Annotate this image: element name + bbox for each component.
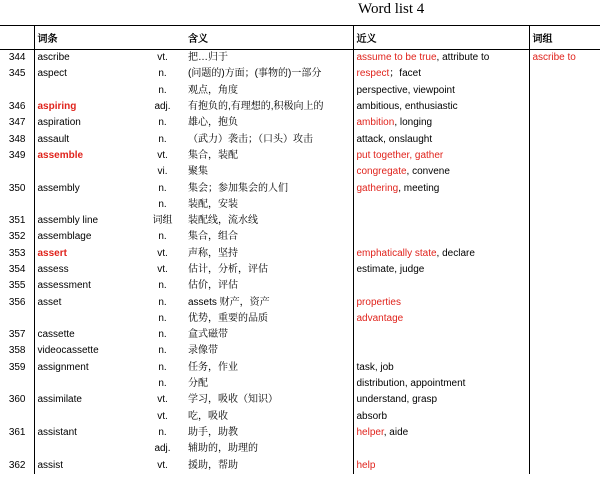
part-of-speech: n. bbox=[158, 133, 167, 145]
entry-word: assemblage bbox=[34, 229, 140, 245]
phrase bbox=[529, 180, 600, 196]
table-row bbox=[0, 425, 600, 441]
entry-word bbox=[34, 376, 140, 392]
synonym-text: , aide bbox=[383, 426, 409, 438]
entry-word: assignment bbox=[34, 360, 140, 376]
entry-word: aspect bbox=[34, 66, 140, 82]
entry-number bbox=[0, 441, 34, 457]
part-of-speech: vt. bbox=[157, 264, 168, 275]
entry-word bbox=[34, 83, 140, 99]
entry-number bbox=[0, 83, 34, 99]
entry-number: 350 bbox=[8, 182, 26, 194]
synonym-text: congregate bbox=[356, 166, 407, 178]
entry-word bbox=[34, 311, 140, 327]
phrase bbox=[529, 164, 600, 180]
synonym-text: properties bbox=[356, 296, 401, 308]
synonyms bbox=[353, 83, 529, 99]
synonyms bbox=[353, 360, 529, 376]
synonym-text: perspective, viewpoint bbox=[356, 84, 455, 96]
table-row bbox=[0, 99, 600, 115]
meaning: 援助，帮助 bbox=[188, 459, 238, 471]
part-of-speech: vt. bbox=[157, 149, 168, 161]
synonym-text: ambitious, enthusiastic bbox=[356, 101, 458, 113]
synonym-text: distribution, appointment bbox=[356, 378, 466, 390]
part-of-speech: n. bbox=[158, 182, 167, 194]
entry-word: ascribe bbox=[34, 50, 140, 67]
phrase bbox=[529, 278, 600, 294]
table-row bbox=[0, 294, 600, 310]
phrase bbox=[529, 409, 600, 425]
part-of-speech: n. bbox=[158, 426, 167, 438]
part-of-speech: vt. bbox=[157, 410, 168, 422]
synonym-text: task, job bbox=[356, 361, 394, 373]
part-of-speech: n. bbox=[158, 361, 167, 373]
phrase bbox=[529, 131, 600, 147]
meaning: 集合，装配 bbox=[188, 149, 238, 161]
entry-number: 358 bbox=[8, 345, 26, 357]
entry-number: 359 bbox=[8, 361, 26, 373]
synonym-text: ambition bbox=[356, 117, 395, 129]
synonyms bbox=[353, 246, 529, 262]
meaning: 分配 bbox=[188, 378, 208, 390]
synonym-text: understand, grasp bbox=[356, 394, 438, 406]
phrase bbox=[529, 441, 600, 457]
synonyms bbox=[353, 425, 529, 441]
phrase bbox=[529, 115, 600, 131]
synonyms bbox=[353, 197, 529, 213]
entry-number bbox=[0, 409, 34, 425]
entry-number: 351 bbox=[8, 215, 26, 227]
entry-word: aspiration bbox=[34, 115, 140, 131]
entry-number: 353 bbox=[8, 247, 26, 259]
synonyms bbox=[353, 99, 529, 115]
synonym-text: advantage bbox=[356, 312, 404, 324]
entry-number: 347 bbox=[8, 117, 26, 129]
table-row bbox=[0, 278, 600, 294]
meaning: (问题的)方面；(事物的)一部分 bbox=[188, 68, 322, 80]
table-row bbox=[0, 392, 600, 408]
header-meaning: 含义 bbox=[185, 26, 353, 50]
meaning: 辅助的，助理的 bbox=[188, 443, 258, 455]
meaning: 吃，吸收 bbox=[188, 410, 228, 422]
table-row bbox=[0, 327, 600, 343]
entry-number: 354 bbox=[8, 264, 26, 275]
part-of-speech: n. bbox=[158, 296, 167, 308]
table-row bbox=[0, 148, 600, 164]
synonyms bbox=[353, 343, 529, 359]
synonyms bbox=[353, 376, 529, 392]
synonym-text: gathering bbox=[356, 182, 399, 194]
header-entry: 词条 bbox=[34, 26, 140, 50]
phrase bbox=[529, 294, 600, 310]
meaning: 装配，安装 bbox=[188, 198, 238, 210]
synonyms bbox=[353, 50, 529, 67]
phrase bbox=[529, 148, 600, 164]
meaning: 聚集 bbox=[188, 166, 208, 178]
synonym-text: ；facet bbox=[389, 68, 421, 80]
meaning: 声称，坚持 bbox=[188, 247, 238, 259]
part-of-speech: n. bbox=[158, 312, 167, 324]
table-row bbox=[0, 213, 600, 229]
part-of-speech: n. bbox=[158, 117, 167, 129]
table-row bbox=[0, 197, 600, 213]
phrase bbox=[529, 311, 600, 327]
table-row bbox=[0, 343, 600, 359]
entry-word: aspiring bbox=[34, 99, 140, 115]
phrase bbox=[529, 360, 600, 376]
table-row bbox=[0, 262, 600, 278]
entry-number: 352 bbox=[8, 231, 26, 243]
table-row bbox=[0, 229, 600, 245]
entry-number bbox=[0, 164, 34, 180]
entry-number: 360 bbox=[8, 394, 26, 406]
meaning: 集会；参加集会的人们 bbox=[188, 182, 288, 194]
synonyms bbox=[353, 66, 529, 82]
entry-word: assess bbox=[34, 262, 140, 278]
meaning: 集合，组合 bbox=[188, 231, 238, 243]
table-row bbox=[0, 311, 600, 327]
entry-word bbox=[34, 197, 140, 213]
part-of-speech: vt. bbox=[157, 52, 168, 64]
synonyms bbox=[353, 262, 529, 278]
entry-word bbox=[34, 164, 140, 180]
part-of-speech: adj. bbox=[154, 101, 171, 113]
meaning: 估价，评估 bbox=[188, 280, 238, 292]
synonym-text: , meeting bbox=[398, 182, 440, 194]
table-row bbox=[0, 457, 600, 473]
header-num bbox=[0, 26, 34, 50]
entry-number bbox=[0, 197, 34, 213]
table-row bbox=[0, 66, 600, 82]
table-row bbox=[0, 180, 600, 196]
part-of-speech: n. bbox=[158, 329, 167, 341]
synonym-text: , convene bbox=[406, 166, 450, 178]
synonyms bbox=[353, 229, 529, 245]
part-of-speech: n. bbox=[158, 280, 167, 292]
part-of-speech: vt. bbox=[157, 394, 168, 406]
synonyms bbox=[353, 409, 529, 425]
entry-number: 349 bbox=[8, 149, 26, 161]
table-row bbox=[0, 83, 600, 99]
meaning: 优势，重要的品质 bbox=[188, 312, 268, 324]
meaning: 学习，吸收（知识） bbox=[188, 394, 278, 406]
entry-number: 345 bbox=[8, 68, 26, 80]
entry-word: videocassette bbox=[34, 343, 140, 359]
meaning: 盒式磁带 bbox=[188, 329, 228, 341]
entry-number: 344 bbox=[8, 52, 26, 64]
meaning: 任务，作业 bbox=[188, 361, 238, 373]
table-row bbox=[0, 164, 600, 180]
table-row bbox=[0, 409, 600, 425]
phrase bbox=[529, 213, 600, 229]
phrase bbox=[529, 343, 600, 359]
entry-number bbox=[0, 311, 34, 327]
meaning: （武力）袭击；（口头）攻击 bbox=[188, 133, 313, 145]
synonyms bbox=[353, 131, 529, 147]
synonyms bbox=[353, 148, 529, 164]
synonym-text: assume to be true bbox=[356, 52, 437, 64]
synonym-text: , attribute to bbox=[436, 52, 490, 64]
table-row bbox=[0, 115, 600, 131]
synonyms bbox=[353, 311, 529, 327]
table-row bbox=[0, 441, 600, 457]
table-row bbox=[0, 360, 600, 376]
entry-word bbox=[34, 409, 140, 425]
part-of-speech: vt. bbox=[157, 247, 168, 259]
entry-number bbox=[0, 376, 34, 392]
entry-word: assimilate bbox=[34, 392, 140, 408]
phrase bbox=[529, 99, 600, 115]
word-list-table bbox=[0, 25, 600, 474]
synonyms bbox=[353, 392, 529, 408]
table-row bbox=[0, 376, 600, 392]
part-of-speech: adj. bbox=[154, 443, 171, 455]
synonym-text: attack, onslaught bbox=[356, 133, 433, 145]
entry-word: assembly bbox=[34, 180, 140, 196]
header-phrase: 词组 bbox=[529, 26, 600, 50]
table-row bbox=[0, 131, 600, 147]
part-of-speech: 词组 bbox=[152, 215, 173, 227]
meaning: 助手，助教 bbox=[188, 426, 238, 438]
table-row bbox=[0, 50, 600, 67]
synonym-text: emphatically state bbox=[356, 247, 437, 259]
part-of-speech: vt. bbox=[157, 459, 168, 471]
entry-word: asset bbox=[34, 294, 140, 310]
phrase bbox=[529, 425, 600, 441]
entry-word: assert bbox=[34, 246, 140, 262]
phrase bbox=[529, 376, 600, 392]
part-of-speech: n. bbox=[158, 84, 167, 96]
entry-number: 346 bbox=[8, 101, 26, 113]
synonyms bbox=[353, 180, 529, 196]
header-synonym: 近义 bbox=[353, 26, 529, 50]
meaning: assets 财产，资产 bbox=[188, 296, 270, 308]
phrase bbox=[529, 262, 600, 278]
synonym-text: , declare bbox=[436, 247, 475, 259]
entry-number: 355 bbox=[8, 280, 26, 292]
phrase bbox=[529, 66, 600, 82]
phrase: ascribe to bbox=[529, 50, 600, 67]
entry-word: assistant bbox=[34, 425, 140, 441]
synonym-text: help bbox=[356, 459, 376, 471]
entry-word: cassette bbox=[34, 327, 140, 343]
meaning: 装配线，流水线 bbox=[188, 215, 258, 227]
meaning: 录像带 bbox=[188, 345, 218, 357]
synonym-text: , longing bbox=[394, 117, 433, 129]
entry-number: 361 bbox=[8, 426, 26, 438]
entry-number: 348 bbox=[8, 133, 26, 145]
header-row bbox=[0, 26, 600, 50]
meaning: 有抱负的,有理想的,积极向上的 bbox=[188, 101, 324, 113]
entry-word: assessment bbox=[34, 278, 140, 294]
entry-number: 356 bbox=[8, 296, 26, 308]
header-pos bbox=[140, 26, 185, 50]
meaning: 观点，角度 bbox=[188, 84, 238, 96]
part-of-speech: vi. bbox=[157, 166, 168, 178]
synonym-text: estimate, judge bbox=[356, 264, 425, 275]
part-of-speech: n. bbox=[158, 198, 167, 210]
page-title: Word list 4 bbox=[358, 1, 425, 17]
phrase bbox=[529, 197, 600, 213]
synonym-text: helper bbox=[356, 426, 384, 438]
entry-word bbox=[34, 441, 140, 457]
phrase bbox=[529, 457, 600, 473]
part-of-speech: n. bbox=[158, 345, 167, 357]
phrase bbox=[529, 83, 600, 99]
part-of-speech: n. bbox=[158, 378, 167, 390]
meaning: 估计，分析，评估 bbox=[188, 264, 268, 275]
part-of-speech: n. bbox=[158, 231, 167, 243]
meaning: 雄心，抱负 bbox=[188, 117, 238, 129]
entry-number: 362 bbox=[8, 459, 26, 471]
synonyms bbox=[353, 213, 529, 229]
synonym-text: respect bbox=[356, 68, 390, 80]
phrase bbox=[529, 392, 600, 408]
synonyms bbox=[353, 457, 529, 473]
phrase bbox=[529, 229, 600, 245]
entry-word: assembly line bbox=[34, 213, 140, 229]
synonyms bbox=[353, 278, 529, 294]
table-row bbox=[0, 246, 600, 262]
entry-word: assist bbox=[34, 457, 140, 473]
phrase bbox=[529, 327, 600, 343]
part-of-speech: n. bbox=[158, 68, 167, 80]
entry-word: assault bbox=[34, 131, 140, 147]
synonym-text: put together, gather bbox=[356, 149, 444, 161]
phrase bbox=[529, 246, 600, 262]
synonyms bbox=[353, 441, 529, 457]
synonyms bbox=[353, 164, 529, 180]
meaning: 把…归于 bbox=[188, 52, 228, 64]
entry-word: assemble bbox=[34, 148, 140, 164]
synonyms bbox=[353, 327, 529, 343]
synonym-text: absorb bbox=[356, 410, 388, 422]
entry-number: 357 bbox=[8, 329, 26, 341]
synonyms bbox=[353, 294, 529, 310]
synonyms bbox=[353, 115, 529, 131]
